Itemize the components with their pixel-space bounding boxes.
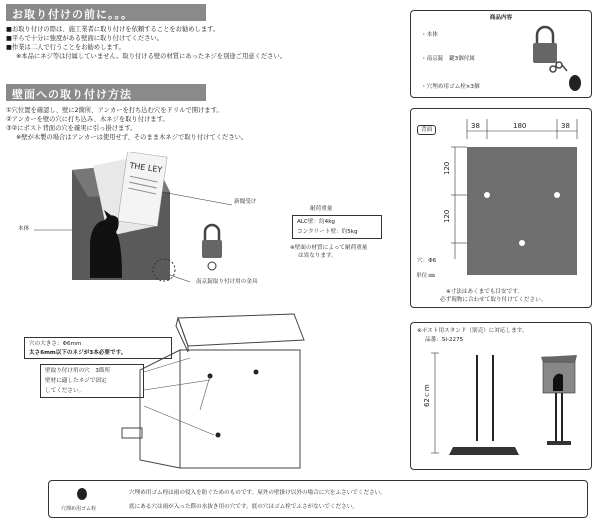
back-label: 背面 <box>417 125 436 135</box>
section-title: 壁面への取り付け方法 <box>12 88 132 101</box>
vdim-top: 120 <box>443 161 451 175</box>
label-newspaper: 新聞受け <box>234 199 257 205</box>
stand-height: 62ｃm <box>423 384 431 407</box>
stand-drawing <box>411 323 593 471</box>
load-note-2: は異なります。 <box>298 253 337 259</box>
vdim-bottom: 120 <box>443 209 451 223</box>
precaution-line: ■平らで十分に強度がある壁面に取り付けてください。 <box>6 35 164 42</box>
install-step: ③②にポスト背面の穴を確実に引っ掛けます。 <box>6 125 137 132</box>
plug-label: 穴埋め用ゴム栓 <box>61 506 97 512</box>
hole-info-line-2: 太さ6mm以下のネジが3本必要です。 <box>29 350 127 356</box>
load-concrete: コンクリート壁：約5kg <box>297 229 358 235</box>
contents-item-lock: ・南京錠 鍵3個付属 <box>421 56 475 62</box>
contents-item-plug: ・穴埋め用ゴム栓×3個 <box>421 84 480 90</box>
contents-item-body: ・本体 <box>421 32 438 38</box>
footer-line-2: 底にある穴は雨が入った際の水抜き用の穴です。底の穴はゴム栓でふさがないでください。 <box>129 504 358 510</box>
wall-holes-line-1: 壁取り付け用の穴 3箇所 <box>45 368 111 374</box>
dim-left: 38 <box>471 122 480 130</box>
dimension-note-1: ※寸法はあくまでも目安です。 <box>446 289 523 295</box>
back-diagram-box <box>410 108 592 308</box>
precaution-line: ■お取り付けの際は、施工業者に取り付けを依頼することをお勧めします。 <box>6 26 220 33</box>
footer-line-1: 穴埋め用ゴム栓は雨の侵入を防ぐためのものです。屋外の壁掛け以外の場合に穴をふさいでください。 <box>129 490 386 496</box>
label-body: 本体 <box>18 226 30 232</box>
wall-holes-line-3: してください。 <box>45 388 85 394</box>
precaution-line: ■作業は二人で行うことをお勧めします。 <box>6 44 125 51</box>
padlock-icon <box>200 222 224 272</box>
install-step: ※壁が木製の場合はアンカーは使用せず、そのまま木ネジで取り付けてください。 <box>16 134 248 141</box>
stand-line-1: ※ポスト用スタンド（別売）に対応します。 <box>417 328 528 334</box>
install-step: ②アンカーを壁の穴に打ち込み、木ネジを取り付けます。 <box>6 116 169 123</box>
precaution-line: ※本品にネジ等は付属していません。取り付ける壁の材質にあったネジを別途ご用意ください。 <box>16 53 287 60</box>
stand-line-2: 品番：SI-2275 <box>425 337 464 343</box>
footer-note-box <box>48 480 588 518</box>
load-title: 耐荷重量 <box>310 206 333 212</box>
wall-holes-line-2: 壁材に適したネジで固定 <box>45 378 107 384</box>
newspaper-text: THE LEY <box>128 161 163 175</box>
back-dimension-drawing <box>411 109 593 309</box>
load-alc: ALC壁：約4kg <box>297 219 335 225</box>
unit-label: 単位:㎜ <box>416 273 435 279</box>
label-lock-bracket: 南京錠取り付け用の金具 <box>196 279 258 285</box>
rubber-plug-icon <box>75 487 89 501</box>
dim-center: 180 <box>513 122 527 130</box>
stand-box <box>410 322 592 470</box>
contents-title: 商品内容 <box>489 15 513 21</box>
load-box <box>292 215 382 239</box>
load-note-1: ※壁面の材質によって耐荷重量 <box>290 245 368 251</box>
install-step: ①穴位置を確認し、壁に2箇所、アンカーを打ち込む穴をドリルで開けます。 <box>6 107 223 114</box>
hole-size: 穴：Φ6 <box>417 258 437 264</box>
section-title: お取り付けの前に。。。 <box>12 8 133 21</box>
open-mailbox-drawing <box>60 310 310 480</box>
dimension-note-2: 必ず現物に合わせて取り付けてください。 <box>440 297 547 303</box>
hole-info-line-1: 穴の大きさ：Φ6mm <box>29 341 82 347</box>
dim-right: 38 <box>561 122 570 130</box>
